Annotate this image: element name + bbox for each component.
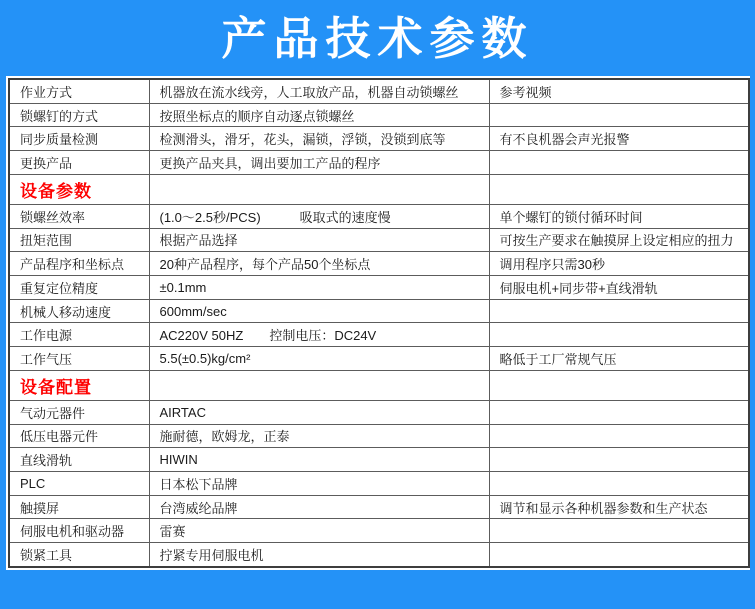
table-row (9, 276, 749, 300)
cell-value: 5.5(±0.5)kg/cm² (149, 347, 489, 371)
cell-remark (489, 299, 749, 323)
cell-label: 同步质量检测 (9, 127, 149, 151)
cell-value: 检测滑头，滑牙，花头，漏锁，浮锁，没锁到底等 (149, 127, 489, 151)
cell-label: 扭矩范围 (9, 228, 149, 252)
cell-label: 工作气压 (9, 347, 149, 371)
cell-value: AIRTAC (149, 400, 489, 424)
table-row (9, 151, 749, 175)
table-row (9, 252, 749, 276)
cell-value (149, 174, 489, 204)
cell-label: PLC (9, 471, 149, 495)
cell-label: 作业方式 (9, 79, 149, 103)
spec-table-body (9, 79, 749, 567)
cell-value: (1.0～2.5秒/PCS) 吸取式的速度慢 (149, 204, 489, 228)
cell-label: 直线滑轨 (9, 448, 149, 472)
cell-remark: 单个螺钉的锁付循环时间 (489, 204, 749, 228)
cell-remark (489, 400, 749, 424)
cell-remark (489, 543, 749, 567)
cell-remark (489, 424, 749, 448)
cell-value: AC220V 50HZ 控制电压：DC24V (149, 323, 489, 347)
table-row (9, 127, 749, 151)
spec-table (8, 78, 750, 568)
cell-remark (489, 448, 749, 472)
cell-label: 伺服电机和驱动器 (9, 519, 149, 543)
table-row (9, 347, 749, 371)
cell-remark: 调节和显示各种机器参数和生产状态 (489, 495, 749, 519)
table-row (9, 103, 749, 127)
cell-value: 机器放在流水线旁，人工取放产品，机器自动锁螺丝 (149, 79, 489, 103)
cell-value: ±0.1mm (149, 276, 489, 300)
table-row (9, 495, 749, 519)
cell-value: 根据产品选择 (149, 228, 489, 252)
table-row (9, 323, 749, 347)
section-row (9, 174, 749, 204)
footer-banner (0, 570, 755, 609)
cell-remark: 调用程序只需30秒 (489, 252, 749, 276)
cell-value: 施耐德，欧姆龙，正泰 (149, 424, 489, 448)
cell-label: 气动元器件 (9, 400, 149, 424)
cell-value: 台湾威纶品牌 (149, 495, 489, 519)
table-row (9, 204, 749, 228)
table-row (9, 228, 749, 252)
table-row (9, 400, 749, 424)
spec-table-container (6, 76, 750, 570)
cell-label: 产品程序和坐标点 (9, 252, 149, 276)
cell-remark (489, 323, 749, 347)
table-row (9, 299, 749, 323)
cell-label: 工作电源 (9, 323, 149, 347)
cell-value: 雷赛 (149, 519, 489, 543)
cell-remark (489, 471, 749, 495)
cell-value: 20种产品程序，每个产品50个坐标点 (149, 252, 489, 276)
title-banner (0, 0, 755, 76)
cell-remark (489, 174, 749, 204)
cell-value: HIWIN (149, 448, 489, 472)
cell-remark: 参考视频 (489, 79, 749, 103)
section-row (9, 370, 749, 400)
cell-label: 重复定位精度 (9, 276, 149, 300)
cell-value: 更换产品夹具，调出要加工产品的程序 (149, 151, 489, 175)
cell-label: 设备参数 (9, 174, 149, 204)
table-row (9, 471, 749, 495)
cell-remark (489, 103, 749, 127)
cell-value: 拧紧专用伺服电机 (149, 543, 489, 567)
cell-value: 日本松下品牌 (149, 471, 489, 495)
table-row (9, 448, 749, 472)
cell-label: 机械人移动速度 (9, 299, 149, 323)
cell-label: 触摸屏 (9, 495, 149, 519)
cell-remark (489, 370, 749, 400)
cell-remark (489, 151, 749, 175)
cell-label: 设备配置 (9, 370, 149, 400)
cell-remark: 略低于工厂常规气压 (489, 347, 749, 371)
cell-label: 锁螺钉的方式 (9, 103, 149, 127)
cell-remark (489, 519, 749, 543)
cell-label: 低压电器元件 (9, 424, 149, 448)
cell-value (149, 370, 489, 400)
table-row (9, 519, 749, 543)
cell-value: 600mm/sec (149, 299, 489, 323)
cell-label: 锁紧工具 (9, 543, 149, 567)
table-row (9, 543, 749, 567)
cell-remark: 有不良机器会声光报警 (489, 127, 749, 151)
cell-remark: 伺服电机+同步带+直线滑轨 (489, 276, 749, 300)
table-row (9, 424, 749, 448)
page-title: 产品技术参数 (221, 12, 534, 64)
table-row (9, 79, 749, 103)
cell-label: 更换产品 (9, 151, 149, 175)
cell-remark: 可按生产要求在触摸屏上设定相应的扭力 (489, 228, 749, 252)
cell-label: 锁螺丝效率 (9, 204, 149, 228)
cell-value: 按照坐标点的顺序自动逐点锁螺丝 (149, 103, 489, 127)
